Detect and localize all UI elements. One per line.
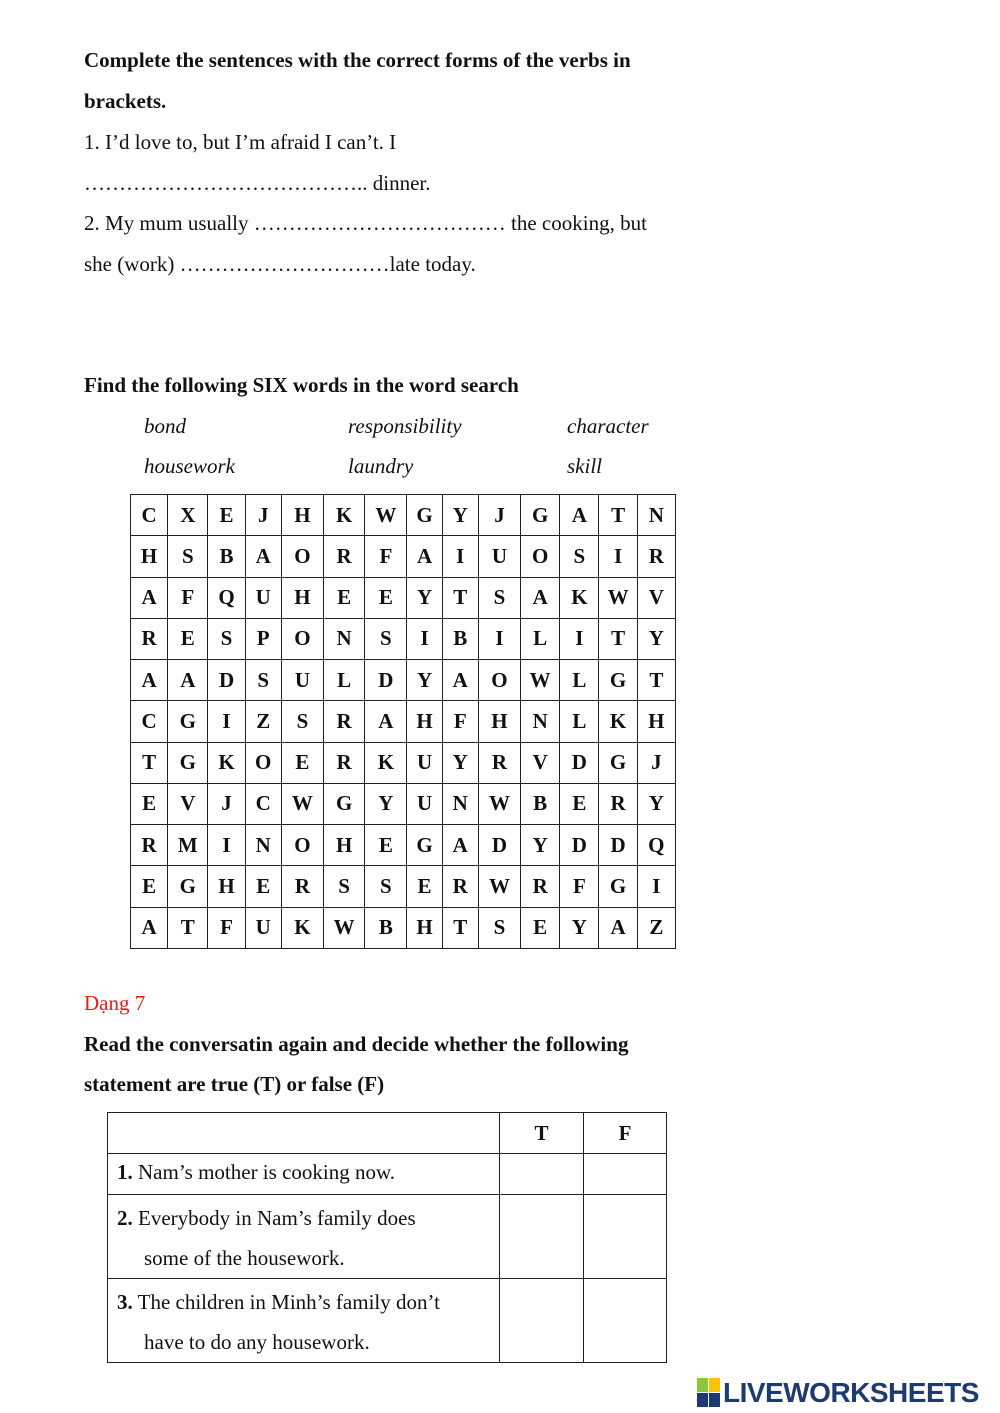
word-search-cell[interactable]: J [637,742,675,783]
table-header-row [108,1113,667,1154]
instruction-complete-sentences-cont: brackets. [84,89,167,113]
word-search-cell[interactable]: Y [442,742,478,783]
word-search-cell[interactable]: N [324,618,365,659]
word-search-cell[interactable]: E [208,495,245,536]
word-search-cell[interactable]: V [521,742,560,783]
word-search-cell[interactable]: G [521,495,560,536]
word-search-cell[interactable]: T [168,907,208,948]
word-search-cell[interactable]: H [324,825,365,866]
word-search-row [131,866,676,907]
word-search-cell[interactable]: F [560,866,599,907]
word-responsibility: responsibility [348,414,462,438]
word-search-cell[interactable]: W [281,783,323,824]
question-1-line-1: 1. I’d love to, but I’m afraid I can’t. I [84,130,397,154]
table-row [108,1279,667,1363]
word-search-cell[interactable]: N [442,783,478,824]
word-search-cell[interactable]: R [324,742,365,783]
word-search-cell[interactable]: A [131,660,168,701]
word-search-cell[interactable]: H [407,907,442,948]
word-search-cell[interactable]: D [560,825,599,866]
word-search-cell[interactable]: S [208,618,245,659]
word-search-cell[interactable]: N [521,701,560,742]
word-search-cell[interactable]: S [365,866,407,907]
word-search-cell[interactable]: T [131,742,168,783]
word-laundry: laundry [348,454,414,478]
word-search-cell[interactable]: J [245,495,281,536]
word-search-cell[interactable]: H [208,866,245,907]
word-search-cell[interactable]: A [442,825,478,866]
word-search-cell[interactable]: E [245,866,281,907]
liveworksheets-logo[interactable] [697,1376,979,1410]
word-search-cell[interactable]: Q [208,577,245,618]
word-search-cell[interactable]: T [599,618,637,659]
word-search-cell[interactable]: E [560,783,599,824]
word-search-cell[interactable]: F [168,577,208,618]
word-search-cell[interactable]: Y [365,783,407,824]
word-search-cell[interactable]: E [168,618,208,659]
word-search-cell[interactable]: A [168,660,208,701]
answer-cell-false-2[interactable] [584,1195,667,1279]
statement-text: Everybody in Nam’s family does [138,1206,416,1230]
word-search-cell[interactable]: O [245,742,281,783]
word-search-cell[interactable]: Y [560,907,599,948]
statement-text-cont: have to do any housework. [144,1330,370,1354]
word-search-cell[interactable]: N [637,495,675,536]
word-search-cell[interactable]: G [599,660,637,701]
question-2-line-1: 2. My mum usually ……………………………… the cooking, but [84,211,647,235]
answer-cell-false-1[interactable] [584,1154,667,1195]
header-true: T [500,1113,584,1154]
word-search-cell[interactable]: T [442,577,478,618]
word-search-cell[interactable]: C [131,495,168,536]
true-false-table [107,1112,667,1363]
word-search-row [131,536,676,577]
header-false: F [584,1113,667,1154]
word-search-cell[interactable]: D [208,660,245,701]
word-search-cell[interactable]: I [208,701,245,742]
word-search-cell[interactable]: J [208,783,245,824]
word-search-cell[interactable]: Y [637,618,675,659]
word-search-cell[interactable]: D [560,742,599,783]
word-search-cell[interactable]: I [407,618,442,659]
statement-line [117,1198,499,1238]
word-search-cell[interactable]: K [208,742,245,783]
statement-text: Nam’s mother is cooking now. [138,1160,396,1184]
word-search-row [131,495,676,536]
word-search-cell[interactable]: Y [521,825,560,866]
word-search-cell[interactable]: A [521,577,560,618]
word-search-cell[interactable]: R [637,536,675,577]
word-search-cell[interactable]: A [365,701,407,742]
answer-cell-true-3[interactable] [500,1279,584,1363]
word-search-cell[interactable]: R [131,825,168,866]
word-search-cell[interactable]: L [560,701,599,742]
word-search-cell[interactable]: H [131,536,168,577]
word-search-cell[interactable]: R [599,783,637,824]
header-statement-cell [108,1113,500,1154]
word-search-cell[interactable]: A [407,536,442,577]
word-search-cell[interactable]: S [478,907,520,948]
statement-text-cont: some of the housework. [144,1246,345,1270]
statement-number: 2. [117,1206,133,1230]
word-search-cell[interactable]: U [245,907,281,948]
word-search-cell[interactable]: S [281,701,323,742]
word-search-cell[interactable]: G [599,866,637,907]
word-search-cell[interactable]: A [442,660,478,701]
word-search-cell[interactable]: Z [637,907,675,948]
word-search-cell[interactable]: E [365,825,407,866]
word-search-cell[interactable]: G [599,742,637,783]
word-search-cell[interactable]: T [599,495,637,536]
section-heading-dang-7: Dạng 7 [84,991,146,1015]
word-search-cell[interactable]: V [637,577,675,618]
word-search-cell[interactable]: C [245,783,281,824]
question-2-line-2: she (work) …………………………late today. [84,252,476,276]
word-search-cell[interactable]: S [365,618,407,659]
word-search-cell[interactable]: S [168,536,208,577]
word-search-cell[interactable]: G [168,742,208,783]
word-search-cell[interactable]: L [560,660,599,701]
word-search-cell[interactable]: U [407,742,442,783]
word-search-cell[interactable]: K [281,907,323,948]
word-search-cell[interactable]: W [599,577,637,618]
word-search-cell[interactable]: S [478,577,520,618]
word-search-cell[interactable]: H [407,701,442,742]
word-search-cell[interactable]: A [131,907,168,948]
word-search-cell[interactable]: L [521,618,560,659]
table-row [108,1154,667,1195]
word-search-cell[interactable]: A [131,577,168,618]
word-search-cell[interactable]: B [208,536,245,577]
statement-number: 3. [117,1290,133,1314]
word-search-cell[interactable]: L [324,660,365,701]
answer-cell-true-2[interactable] [500,1195,584,1279]
word-search-cell[interactable]: H [478,701,520,742]
word-search-cell[interactable]: J [478,495,520,536]
word-search-cell[interactable]: E [281,742,323,783]
word-search-cell[interactable]: S [560,536,599,577]
answer-cell-false-3[interactable] [584,1279,667,1363]
word-search-cell[interactable]: B [442,618,478,659]
instruction-true-false: Read the conversatin again and decide whether the following [84,1032,629,1056]
word-search-cell[interactable]: O [281,618,323,659]
word-search-cell[interactable]: U [407,783,442,824]
word-search-cell[interactable]: W [324,907,365,948]
word-search-cell[interactable]: Z [245,701,281,742]
word-search-cell[interactable]: E [521,907,560,948]
question-1-line-2: ………………………………….. dinner. [84,171,431,195]
word-bond: bond [144,414,186,438]
word-search-row [131,825,676,866]
liveworksheets-logo-icon [697,1378,721,1408]
word-search-cell[interactable]: K [365,742,407,783]
word-search-cell[interactable]: S [324,866,365,907]
word-search-cell[interactable]: Y [442,495,478,536]
word-search-cell[interactable]: A [245,536,281,577]
word-search-cell[interactable]: Y [407,660,442,701]
word-search-row [131,577,676,618]
word-search-cell[interactable]: E [324,577,365,618]
word-search-cell[interactable]: H [281,577,323,618]
word-search-cell[interactable]: B [365,907,407,948]
word-search-cell[interactable]: E [407,866,442,907]
word-search-cell[interactable]: O [478,660,520,701]
word-search-cell[interactable]: P [245,618,281,659]
word-search-cell[interactable]: R [521,866,560,907]
word-search-cell[interactable]: W [521,660,560,701]
table-row [108,1195,667,1279]
word-search-cell[interactable]: U [478,536,520,577]
word-search-cell[interactable]: U [281,660,323,701]
word-search-cell[interactable]: K [599,701,637,742]
word-search-row [131,660,676,701]
word-search-cell[interactable]: E [131,783,168,824]
word-search-cell[interactable]: A [560,495,599,536]
word-search-cell[interactable]: D [478,825,520,866]
word-search-cell[interactable]: R [442,866,478,907]
statement-line [117,1282,499,1322]
word-search-cell[interactable]: I [478,618,520,659]
word-search-cell[interactable]: Q [637,825,675,866]
word-search-cell[interactable]: H [637,701,675,742]
liveworksheets-logo-text: LIVEWORKSHEETS [723,1377,979,1408]
word-search-cell[interactable]: R [281,866,323,907]
word-search-cell[interactable]: O [281,536,323,577]
statement-3 [108,1279,500,1363]
instruction-true-false-cont: statement are true (T) or false (F) [84,1072,385,1096]
word-search-cell[interactable]: F [208,907,245,948]
word-search-cell[interactable]: K [560,577,599,618]
word-search-cell[interactable]: B [521,783,560,824]
statement-2 [108,1195,500,1279]
word-search-cell[interactable]: R [478,742,520,783]
word-search-cell[interactable]: A [599,907,637,948]
word-search-cell[interactable]: G [324,783,365,824]
instruction-complete-sentences: Complete the sentences with the correct forms of the verbs in [84,48,631,72]
statement-number: 1. [117,1160,133,1184]
word-search-cell[interactable]: S [245,660,281,701]
answer-cell-true-1[interactable] [500,1154,584,1195]
word-character: character [567,414,649,438]
word-search-cell[interactable]: W [478,783,520,824]
word-search-grid [130,494,676,949]
word-search-cell[interactable]: I [599,536,637,577]
word-search-cell[interactable]: F [365,536,407,577]
word-search-cell[interactable]: G [168,701,208,742]
word-search-cell[interactable]: R [324,701,365,742]
word-search-row [131,618,676,659]
word-search-cell[interactable]: U [245,577,281,618]
word-housework: housework [144,454,235,478]
word-search-cell[interactable]: E [365,577,407,618]
word-search-cell[interactable]: K [324,495,365,536]
word-search-cell[interactable]: T [442,907,478,948]
word-search-cell[interactable]: G [407,825,442,866]
word-search-cell[interactable]: T [637,660,675,701]
word-search-cell[interactable]: G [407,495,442,536]
word-search-cell[interactable]: I [208,825,245,866]
word-search-cell[interactable]: C [131,701,168,742]
word-search-cell[interactable]: F [442,701,478,742]
word-search-cell[interactable]: I [637,866,675,907]
instruction-word-search: Find the following SIX words in the word search [84,373,519,397]
word-search-cell[interactable]: I [442,536,478,577]
word-search-row [131,701,676,742]
word-search-cell[interactable]: Y [407,577,442,618]
word-search-cell[interactable]: I [560,618,599,659]
statement-1 [108,1154,500,1195]
word-search-cell[interactable]: G [168,866,208,907]
word-search-cell[interactable]: V [168,783,208,824]
word-search-cell[interactable]: R [131,618,168,659]
word-skill: skill [567,454,602,478]
word-search-cell[interactable]: O [281,825,323,866]
word-search-cell[interactable]: H [281,495,323,536]
word-search-row [131,783,676,824]
word-search-row [131,907,676,948]
word-search-row [131,742,676,783]
word-search-cell[interactable]: N [245,825,281,866]
word-search-cell[interactable]: D [365,660,407,701]
word-search-cell[interactable]: O [521,536,560,577]
word-search-cell[interactable]: X [168,495,208,536]
word-search-cell[interactable]: W [365,495,407,536]
word-search-cell[interactable]: W [478,866,520,907]
word-search-cell[interactable]: Y [637,783,675,824]
word-search-cell[interactable]: E [131,866,168,907]
word-search-cell[interactable]: M [168,825,208,866]
statement-text: The children in Minh’s family don’t [137,1290,440,1314]
word-search-cell[interactable]: D [599,825,637,866]
word-search-cell[interactable]: R [324,536,365,577]
